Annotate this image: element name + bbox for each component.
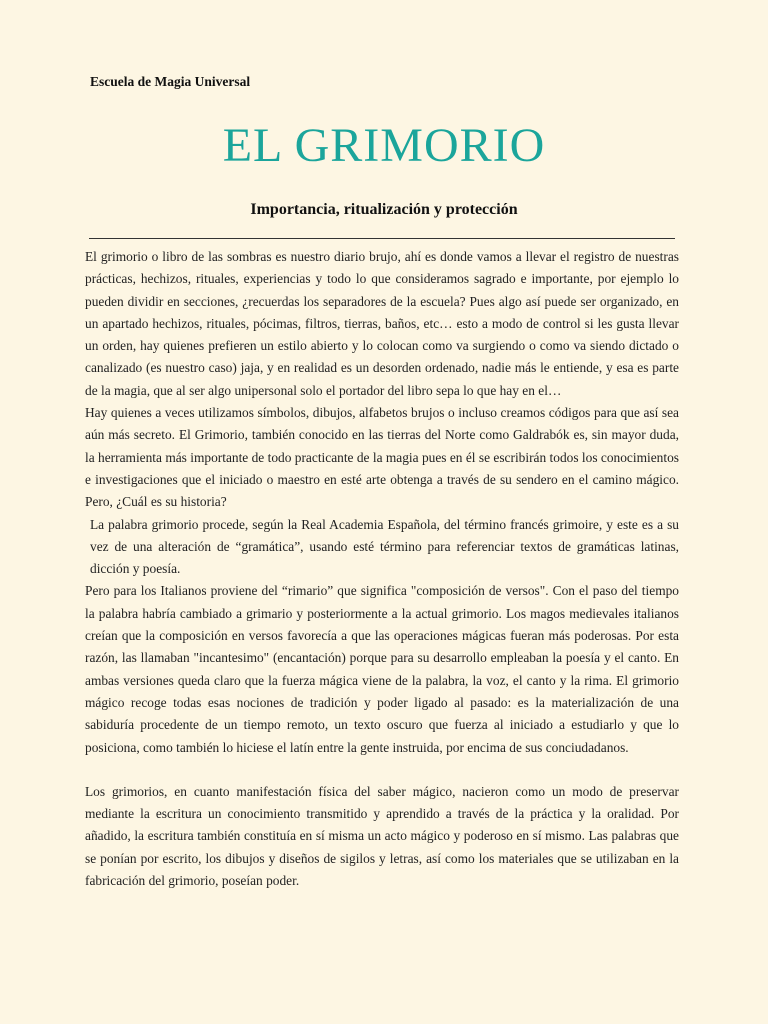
page-title: EL GRIMORIO: [222, 119, 546, 172]
paragraph-simbolos: Hay quienes a veces utilizamos símbolos, dibujos, alfabetos brujos o incluso creamos códigos para que así sea aún más secreto. El Grimorio, también conocido en las tierras del Norte como Galdrabók es, sin mayor duda, la herramienta más importante de todo practicante de la magia pues en él se escribirán todos los conocimientos e investigaciones que el iniciado o maestro en esté arte obtenga a través de su sendero en el camino mágico. Pero, ¿Cuál es su historia?: [85, 405, 679, 510]
paragraph-italianos: Pero para los Italianos proviene del “rimario” que significa "composición de versos". Con el paso del tiempo la palabra habría cambiado a grimario y posteriormente a la actual grimorio. Los magos medievales italianos creían que la composición en versos favorecía a que las operaciones mágicas fueran más poderosas. Por esta razón, las llamaban "incantesimo" (encantación) porque para su desarrollo empleaban la poesía y el canto. En ambas versiones queda claro que la fuerza mágica viene de la palabra, la voz, el canto y la rima. El grimorio mágico recoge todas esas nociones de tradición y poder ligado al pasado: es la materialización de una sabiduría procedente de un tiempo remoto, un texto oscuro que fuerza al iniciado a estudiarlo y que lo posiciona, como también lo hiciese el latín entre la gente instruida, por encima de sus conciudadanos.: [85, 583, 679, 755]
paragraph-grimorio-intro: El grimorio o libro de las sombras es nuestro diario brujo, ahí es donde vamos a llevar el registro de nuestras prácticas, hechizos, rituales, experiencias y todo lo que consideramos sagrado e importante, por ejemplo lo pueden dividir en secciones, ¿recuerdas los separadores de la escuela? Pues algo así puede ser organizado, en un apartado hechizos, rituales, pócimas, filtros, tierras, baños, etc… esto a modo de control si les gusta llevar un orden, hay quienes prefieren un estilo abierto y lo colocan como va surgiendo o como va siendo dictado o canalizado (es nuestro caso) jaja, y en realidad es un desorden ordenado, nadie más le entiende, y esa es parte de la magia, que al ser algo unipersonal solo el portador del libro sepa lo que hay en el…: [85, 249, 679, 398]
paragraph-manifestacion: Los grimorios, en cuanto manifestación física del saber mágico, nacieron como un modo de preservar mediante la escritura un conocimiento transmitido y aprendido a través de la práctica y la oralidad. Por añadido, la escritura también constituía en sí misma un acto mágico y poderoso en sí mismo. Las palabras que se ponían por escrito, los dibujos y diseños de sigilos y letras, así como los materiales que se utilizaban en la fabricación del grimorio, poseían poder.: [85, 783, 679, 889]
body-text: [85, 246, 679, 892]
school-name: Escuela de Magia Universal: [90, 74, 251, 89]
paragraph-spacer: [85, 759, 679, 781]
paragraph-etimologia: La palabra grimorio procede, según la Real Academia Española, del término francés grimoire, y este es a su vez de una alteración de “gramática”, usando esté término para referenciar textos de gramáticas latinas, dicción y poesía.: [90, 516, 679, 577]
page-subtitle: Importancia, ritualización y protección: [250, 201, 518, 218]
title-divider: [89, 238, 675, 239]
